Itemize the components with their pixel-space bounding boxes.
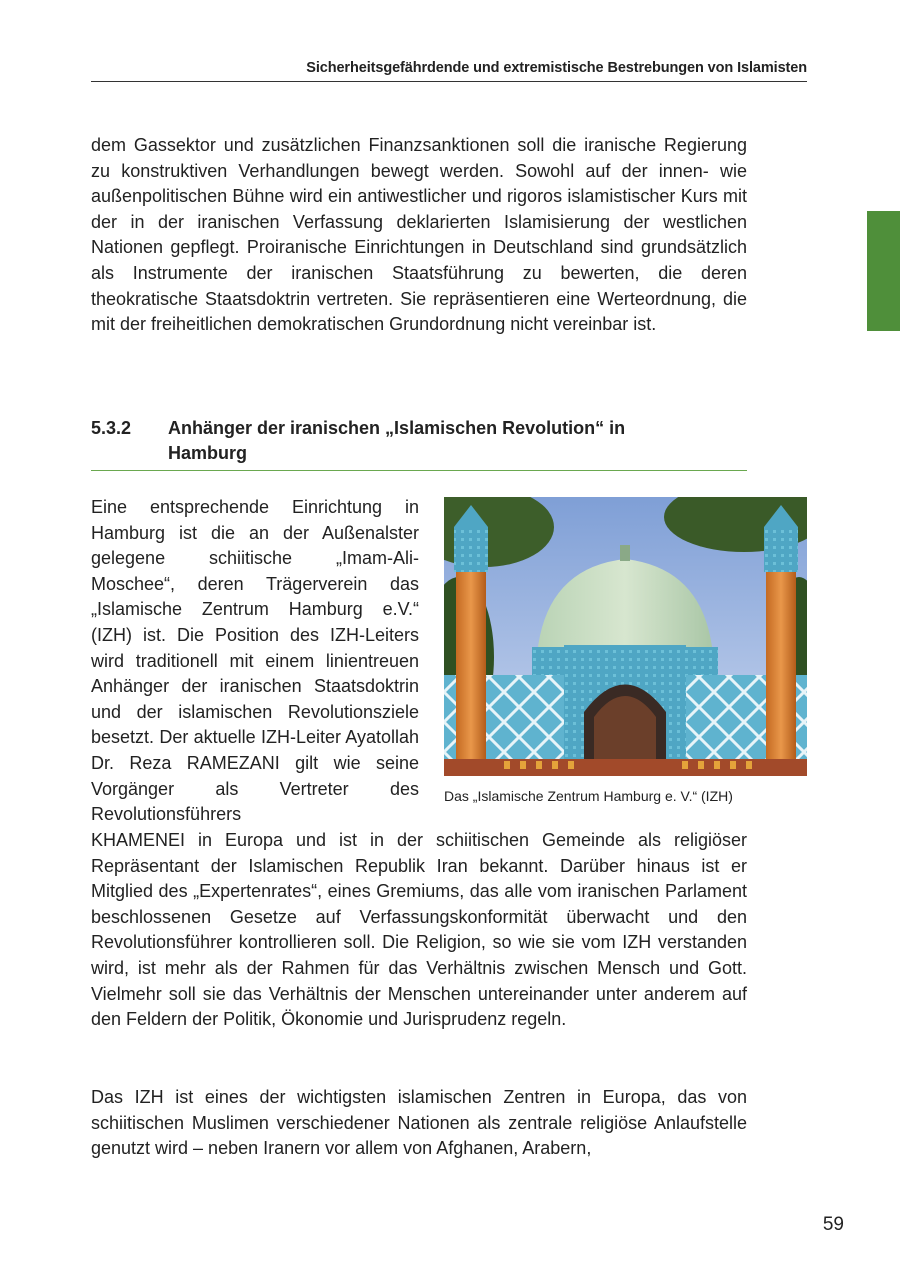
paragraph-intro: dem Gassektor und zusätzlichen Finanzsanktionen soll die iranische Regierung zu konstruktiven Verhandlungen bewegt werden. Sowohl auf der innen- wie außenpolitischen Bühne wird ein antiwestlicher und rigoros islamistischer Kurs mit der in der iranischen Verfassung deklarierten Islamisierung der westlichen Nationen gepflegt. Proiranische Einrichtungen in Deutschland sind grundsätzlich als Instrumente der iranischen Staatsführung zu bewerten, die deren theokratische Staatsdoktrin vertreten. Sie repräsentieren eine Werteordnung, die mit der freiheitlichen demokratischen Grundordnung nicht vereinbar ist. [91, 135, 747, 335]
page-number: 59 [822, 1214, 844, 1235]
paragraph-izh-europe: Das IZH ist eines der wichtigsten islamischen Zentren in Europa, das von schiitischen Muslimen verschiedener Nationen als zentrale religiöse Anlaufstelle genutzt wird – neben Iranern vor allem von Afghanen, Arabern, [91, 1087, 747, 1159]
section-title: Anhänger der iranischen „Islamischen Revolution“ in Hamburg [168, 418, 626, 463]
paragraph-izh-part1: Eine entsprechende Einrichtung in Hamburg ist die an der Außenalster gelegene schiitische „Imam-Ali-Moschee“, deren Trägerverein das „Islamische Zentrum Hamburg e.V.“ (IZH) ist. Die Position des IZH-Leiters wird traditionell mit einem linientreuen Anhänger der iranischen Staatsdoktrin und der islamischen Revolutionsziele besetzt. Der aktuelle IZH-Leiter Ayatollah Dr. Reza RAMEZANI gilt wie seine Vorgänger als Vertreter des Revolutionsführers [91, 497, 419, 825]
paragraph-izh-part2: KHAMENEI in Europa und ist in der schiitischen Gemeinde als religiöser Repräsentant der Islamischen Republik Iran bekannt. Darüber hinaus ist er Mitglied des „Expertenrates“, eines Gremiums, das alle vom iranischen Parlament beschlossenen Gesetze auf Verfassungskonformität überwacht und den Revolutionsführer kontrollieren soll. Die Religion, so wie sie vom IZH verstanden wird, ist mehr als der Rahmen für das Verhältnis zwischen Mensch und Gott. Vielmehr soll sie das Verhältnis der Menschen untereinander unter anderem auf den Feldern der Politik, Ökonomie und Jurisprudenz regeln. [91, 830, 747, 1030]
section-number: 5.3.2 [91, 418, 132, 438]
mosque-photo [444, 497, 807, 776]
chapter-tab-marker [867, 211, 900, 331]
section-heading [91, 416, 747, 471]
figure-caption: Das „Islamische Zentrum Hamburg e. V.“ (IZH) [444, 788, 733, 804]
running-header: Sicherheitsgefährdende und extremistische Bestrebungen von Islamisten [91, 60, 807, 82]
